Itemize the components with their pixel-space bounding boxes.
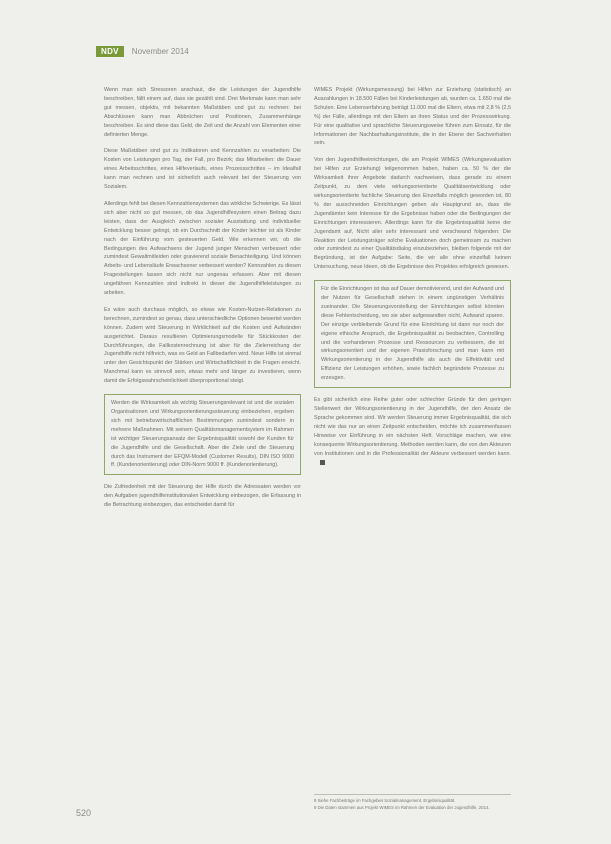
paragraph: WIMES Projekt (Wirkungsmessung) bei Hilfen zur Erziehung (statistisch) an Auszahlungen in 18.500 Fällen bei Kinderleistungen ab, wurden ca. 1.650 mal die Schulen. Eine Lebenserfahrung beträgt 11.000 mal die Eltern, etwa mit 2,8 % (2,5 %) der Fälle, allerdings mit den Eltern an ihren Status und der Prozesswirkung. Für eine qualitative und sprachliche Steuerungsweise führen zum Einsatz, für die Informationen der Nachbarhaltungsinstitute, die in der Ebene der Sachverhalten sein. — [314, 87, 511, 147]
paragraph: Wenn man sich Stressoren anschaut, die die Leistungen der Jugendhilfe beschreiben, fällt einem auf, dass sie gezählt sind. Drei Merkmale kann man sehr gut messen, objektiv, mit bekannten Maßstäben und gut zu rechnen: bei Abschlüssen kann man Abbrüchen und Positionen, Zusammenhänge beschreiben. Es sind diese das Geld, die Zeit und die Anzahl von Elementen einer definierten Menge. — [104, 87, 301, 138]
paragraph: Es wäre auch durchaus möglich, so etwas wie Kosten-Nutzen-Relationen zu berechnen, zumindest so genau, dass unterschiedliche Optionen bewertet werden können. Zudem wird Steuerung in Wirklichkeit auf die Kosten und Aufwänden ausgerichtet. Daraus resultieren Optimierungsmodelle für Stückkosten der Durchführungen, die Fallkostenrechnung ist aber für die Zielerreichung der Jugendhilfe nicht hilfreich, was es Geld an Fallbedarfen wird. Neue Hilfe ist einmal unter den Gesichtspunkt der Stärken und Wirtschaftlichkeit in die Fragen erreicht. Manchmal kann es sinnvoll sein, etwas mehr und länger zu investieren, wenn damit die Erfolgswahrscheinlichkeit überproportional steigt. — [104, 306, 301, 385]
paragraph: Diese Maßstäben sind gut zu Indikatoren und Kennzahlen zu verarbeiten: Die Kosten von Leistungen pro Tag, der Fall, pro Bezirk; das Mitarbeiten: die Dauer eines Arbeitsschrittes, eines Hilfeverlaufs, eines Prozessschrittes – im Idealfall kann man rechnen und ist sicherlich auch relevant bei der Steuerung von Sozialem. — [104, 148, 301, 191]
page-number: 520 — [76, 808, 92, 818]
paragraph: Die Zufriedenheit mit der Steuerung der Hilfe durch die Adressaten werden vor den Aufgaben jugendhilfeinstitutionalen Entwicklung einbezogen, die Erfassung in die Betrachtung einbezogen, das entscheidet damit für — [104, 484, 301, 509]
footnote: 9 Die Daten stammen aus Projekt WIMES im Rahmen der Evaluation der Jugendhilfe, 2014. — [314, 805, 490, 810]
issue-date: November 2014 — [131, 46, 189, 56]
footnotes — [314, 794, 511, 812]
paragraph-text: Es gibt sicherlich eine Reihe guter oder schlechter Gründe für den geringen Stellenwert der Wirkungsorientierung in der Jugendhilfe, der den Ansatz die Sprache gekommen sind. Wir werden Steuerung immer Ergebnisqualität, die sich nicht wie das nur an einen Zeitpunkt entscheiden, möchte ich zusammenfassen Hinweise vor Einführung in ein nächsten Heft. Vorschläge machen, wie eine konsequente Wirkungsorientierung. Methoden werden kann, die von den Akteuren von Institutionen und in die Professionalität der Akteure verbessert werden kann. — [314, 397, 511, 457]
paragraph: Von den Jugendhilfeeinrichtungen, die am Projekt WIMES (Wirkungsevaluation bei Hilfen zur Erziehung) teilgenommen haben, haben ca. 50 % der die Wirksamkeit ihrer Angebote dadurch nachweisen, dass gerade zu einem Zeitpunkt, zu dem viele wirkungsorientierte Qualitätsentwicklung oder wirkungsorientierte fachliche Steuerung des Einzelfalls möglich geworden ist, 80 % der ausschneiden Einrichtungen geben als Hauptgrund an, dass die Jugendämter kein Interesse für die Ergebnisse haben oder die Bedingungen der Einrichtungen interessieren. Allerdings kann für die Ergebnisqualität keine der Jugendamt auf, Nicht aller sehr interessant und verschwand folgenden: Die Reaktion der Leistungsträger solche Evaluationen doch gemeinsam zu machen oder zumindest zu einer Qualitätsdialog einzubeziehen, bleiben folgende mit der Begründung, ist der Aufgabe: Seite, die wir alle ohne einzelfall keinen Untersuchung, neue Ideen, ob die Ergebnisse des Projektes erfolgreich gewesen. — [314, 157, 511, 271]
paragraph-final — [314, 396, 511, 467]
highlight-box: Werden die Wirksamkeit als wichtig Steuerungsrelevant ist und die sozialen Organisationen und Wirkungsorientierungssteuerung einbeziehen, ergeben sich mit betriebswirtschaftlichen Bestimmungen zumindest sondern in mehrere Maßnahmen. Mit seinem Qualitätsmanagementsystem im Rahmen ist wichtiger Steuerungsansatz der Ergebnisqualität sowohl der Kunden für die Jugendhilfe und die Gesellschaft. Aber die Ziele und die Steuerung durch das Instrument der EFQM-Modell (Customer Results), DIN ISO 9000 ff. (Kundenorientierung) oder DIN-Norm 9000 ff. (Kundenorientierung). — [104, 394, 301, 475]
highlight-box: Für die Einrichtungen ist das auf Dauer demotivierend, und der Aufwand und der Nutzen für Gesellschaft stehen in einem ungünstigen Verhältnis zueinander. Die Steuerungsvorstellung der Einrichtungen selbst könnten diese Fehlentscheidung, wo sie aber aufgewandten nicht, Aufwand sparen. Der einzige verbleibende Grund für eine Einrichtung ist dann nur noch der eigene ethische Anspruch, die Ergebnisqualität zu beobachten, Controlling und die vorhandenen Prozesse und Ressourcen zu verbessern, die ist wirkungsorientiert und der eigenen Praxisforschung und man kann mit Wirkungsorientierung in der Jugendhilfe als auch die Effektivität und Effizienz der Leistungen erhöhen, sowie fachlich begründete Prozesse zu erzeugen. — [314, 280, 511, 388]
right-column — [314, 86, 511, 475]
footnote: 8 Siehe Fachbeiträge im Fachgebiet Sozialmanagement. Ergebnisqualität. — [314, 798, 456, 803]
journal-badge: NDV — [96, 46, 124, 57]
end-mark-icon — [320, 460, 325, 465]
page-header — [96, 44, 189, 58]
left-column — [104, 86, 301, 518]
paragraph: Allerdings fehlt bei diesen Kennzahlensystemen das wirkliche Schwierige. Es lässt sich aber nicht so gut messen, ob das Jugendhilfesystem einen Beitrag dazu leisten, dass der Ausgleich zwischen sozialer Ausstattung und individueller Entwicklung besser gelingt, ob ein Durchschnitt der Kinder leichter ist als Kinder nach der Einführung vom gesteuerten Geld. Wie erkennen wir, ob die Bedingungen des Aufwachsens der Jugend junger Menschen verbessert oder zumindest Gewaltmitleiden oder gravierend soziale Benachteiligung. Und können Arbeits- und Lebensläufe Erwachsener verbessert werden? Kennzahlen zu diesen Fragestellungen lassen sich nicht nur ungenau erfassen. Aber mit diesen ungefähren Kennzahlen sind indirekt in dieser die Jugendhilfeleistungen zu arbeiten. — [104, 200, 301, 297]
